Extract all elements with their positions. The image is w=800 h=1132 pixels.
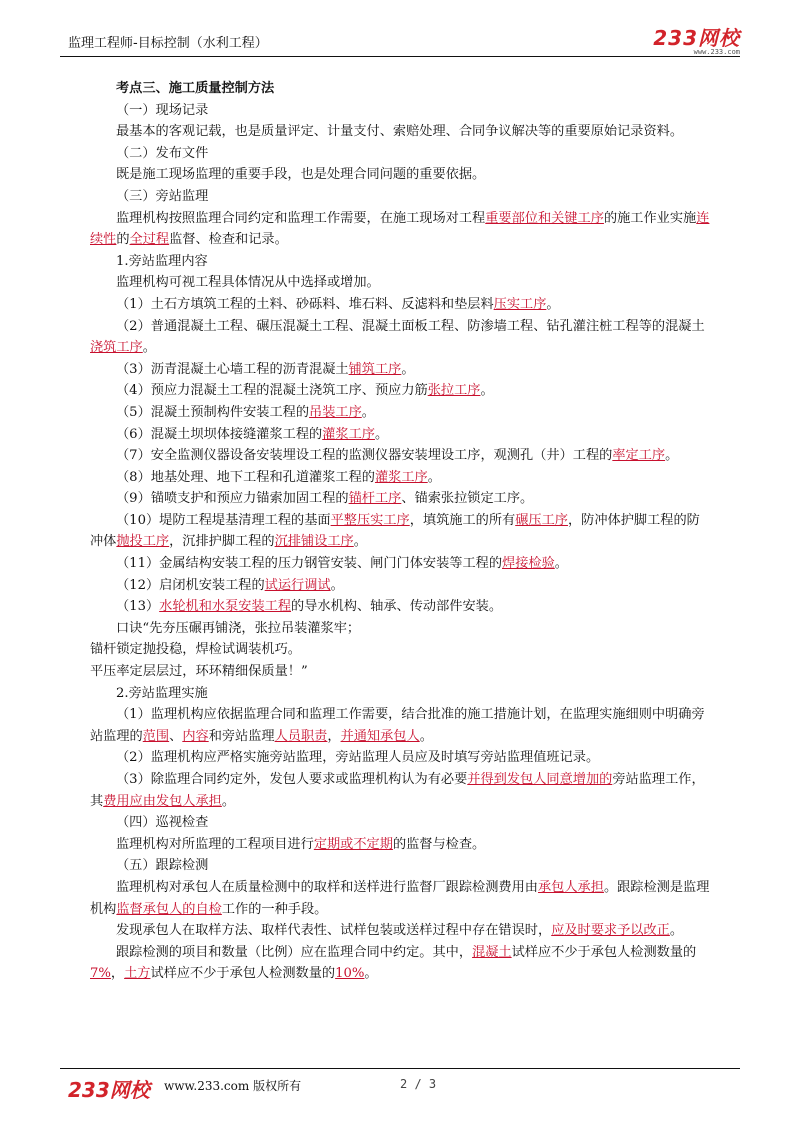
document-body — [90, 78, 710, 985]
text-run: 和旁站监理 — [208, 728, 275, 744]
text-run: 2.旁站监理实施 — [116, 685, 208, 701]
text-run: 。 — [419, 728, 433, 744]
text-run: 的施工作业实施 — [603, 210, 697, 226]
text-run: （7）安全监测仪器设备安装埋设工程的监测仪器安装埋设工序，观测孔（井）工程的 — [116, 448, 613, 464]
logo-url: www.233.com — [693, 48, 740, 56]
highlighted-term: 监督承包人的自检 — [116, 901, 222, 917]
highlighted-term: 连续性 — [90, 210, 710, 248]
text-run: 。 — [665, 448, 679, 464]
text-run: 监理机构可视工程具体情况从中选择或增加。 — [116, 275, 380, 291]
text-run: （3）除监理合同约定外，发包人要求或监理机构认为有必要 — [116, 772, 468, 787]
text-run: 。 — [353, 534, 367, 550]
footer-copyright: www.233.com 版权所有 — [164, 1079, 302, 1093]
brand-logo — [653, 22, 740, 56]
text-run: 旁站监理工作，其 — [90, 772, 705, 809]
text-run: （3）沥青混凝土心墙工程的沥青混凝土 — [116, 361, 349, 377]
highlighted-term: 水轮机和水泵安装工程 — [159, 599, 292, 615]
highlighted-term: 费用应由发包人承担 — [103, 793, 222, 809]
paragraph — [90, 78, 710, 100]
text-run: （9）锚喷支护和预应力锚索加固工程的 — [116, 491, 349, 507]
text-run: （6）混凝土坝坝体接缝灌浆工程的 — [116, 426, 323, 442]
highlighted-term: 碾压工序 — [515, 512, 568, 528]
text-run: （2）监理机构应严格实施旁站监理，旁站监理人员应及时填写旁站监理值班记录。 — [116, 750, 600, 766]
text-run: （11）金属结构安装工程的压力钢管安装、闸门门体安装等工程的 — [116, 556, 503, 572]
text-run: ，防冲体护脚工程的防冲体 — [90, 512, 700, 550]
paragraph — [90, 747, 710, 769]
highlighted-term: 重要部位和关键工序 — [485, 210, 604, 226]
text-run: 。 — [546, 296, 560, 312]
text-run: 。 — [221, 793, 236, 809]
paragraph — [90, 488, 710, 510]
highlighted-term: 承包人承担 — [538, 879, 604, 895]
text-run: 最基本的客观记载，也是质量评定、计量支付、索赔处理、合同争议解决等的重要原始记录资料。 — [116, 124, 684, 140]
paragraph — [90, 294, 710, 316]
paragraph — [90, 467, 710, 489]
paragraph — [90, 510, 710, 553]
highlighted-term: 应及时要求予以改正 — [551, 923, 670, 939]
text-run: （12）启闭机安装工程的 — [116, 577, 265, 593]
text-run: 口诀“先夯压碾再铺浇，张拉吊装灌浆牢； — [116, 620, 361, 636]
text-run: 的 — [116, 232, 130, 248]
highlighted-term: 并得到发包人同意增加的 — [467, 772, 613, 787]
text-run: 监理机构按照监理合同约定和监理工作需要，在施工现场对工程 — [116, 210, 486, 226]
highlighted-term: 土方 — [124, 966, 151, 982]
highlighted-term: 内容 — [182, 728, 209, 744]
text-run: ， — [327, 728, 341, 744]
paragraph — [90, 143, 710, 165]
paragraph — [90, 596, 710, 618]
paragraph — [90, 942, 710, 985]
highlighted-term: 沉排铺设工序 — [274, 534, 354, 550]
paragraph — [90, 380, 710, 402]
text-run: 既是施工现场监理的重要手段，也是处理合同问题的重要依据。 — [116, 167, 486, 183]
page-footer — [60, 1068, 740, 1102]
text-run: （5）混凝土预制构件安装工程的 — [116, 404, 310, 420]
paragraph — [90, 251, 710, 273]
text-run: （五）跟踪检测 — [116, 858, 209, 874]
paragraph — [90, 164, 710, 186]
header-title: 监理工程师-目标控制（水利工程） — [68, 36, 268, 51]
paragraph — [90, 877, 710, 920]
text-run: 锚杆锁定抛投稳，焊检试调装机巧。 — [90, 642, 301, 658]
text-run: 。 — [142, 340, 156, 356]
text-run: 试样应不少于承包人检测数量的 — [150, 966, 336, 982]
text-run: 。 — [374, 426, 389, 442]
paragraph — [90, 769, 710, 812]
text-run: 发现承包人在取样方法、取样代表性、试样包装或送样过程中存在错误时， — [116, 923, 552, 939]
paragraph — [90, 618, 710, 640]
text-run: 、 — [169, 728, 183, 744]
text-run: （2）普通混凝土工程、碾压混凝土工程、混凝土面板工程、防渗墙工程、钻孔灌注桩工程等的混凝土 — [116, 318, 705, 334]
footer-logo: 233网校 — [68, 1078, 150, 1102]
paragraph — [90, 553, 710, 575]
text-run: 。 — [401, 361, 415, 377]
text-run: 1.旁站监理内容 — [116, 253, 208, 269]
text-run: 跟踪检测的项目和数量（比例）应在监理合同中约定。其中， — [116, 944, 473, 960]
highlighted-term: 定期或不定期 — [313, 836, 393, 852]
text-run: 平压率定层层过，环环精细保质量！” — [90, 664, 308, 680]
highlighted-term: 7% — [90, 966, 111, 982]
text-run: 。 — [330, 577, 344, 593]
text-run: （1）监理机构应依据监理合同和监理工作需要，结合批准的施工措施计划，在监理实施细则中明确旁站监理的 — [90, 707, 705, 744]
highlighted-term: 试运行调试 — [264, 577, 331, 593]
highlighted-term: 灌浆工序 — [374, 469, 428, 485]
logo-text: 233网校 — [653, 26, 740, 50]
highlighted-term: 平整压实工序 — [330, 512, 410, 528]
highlighted-term: 全过程 — [129, 232, 170, 248]
text-run: （1）土石方填筑工程的土料、砂砾料、堆石料、反滤料和垫层料 — [116, 296, 494, 312]
paragraph — [90, 121, 710, 143]
highlighted-term: 10% — [335, 966, 365, 982]
paragraph — [90, 812, 710, 834]
text-run: （8）地基处理、地下工程和孔道灌浆工程的 — [116, 469, 375, 485]
paragraph — [90, 186, 710, 208]
highlighted-term: 人员职责 — [274, 728, 328, 744]
text-run: （10）堤防工程堤基清理工程的基面 — [116, 512, 331, 528]
text-run: ，填筑施工的所有 — [409, 512, 516, 528]
paragraph — [90, 639, 710, 661]
paragraph — [90, 683, 710, 705]
paragraph — [90, 359, 710, 381]
text-run: （13） — [116, 599, 160, 615]
text-run: 。 — [361, 404, 375, 420]
highlighted-term: 并通知承包人 — [340, 728, 420, 744]
highlighted-term: 铺筑工序 — [348, 361, 402, 377]
highlighted-term: 混凝土 — [472, 944, 512, 960]
text-run: 试样应不少于承包人检测数量的 — [511, 944, 697, 960]
text-run: ，沉排护脚工程的 — [169, 534, 275, 550]
text-run: （4）预应力混凝土工程的混凝土浇筑工序、预应力筋 — [116, 383, 428, 399]
paragraph — [90, 272, 710, 294]
highlighted-term: 抛投工序 — [116, 534, 170, 550]
paragraph — [90, 855, 710, 877]
paragraph — [90, 208, 710, 251]
highlighted-term: 浇筑工序 — [90, 340, 143, 356]
paragraph — [90, 100, 710, 122]
text-run: 。跟踪检测是监理机构 — [90, 879, 710, 917]
paragraph — [90, 402, 710, 424]
page-number: 2 / 3 — [400, 1077, 437, 1091]
text-run: （四）巡视检查 — [116, 815, 209, 831]
text-run: （三）旁站监理 — [116, 188, 209, 204]
highlighted-term: 范围 — [142, 728, 170, 744]
text-run: 考点三、施工质量控制方法 — [116, 81, 275, 96]
highlighted-term: 压实工序 — [493, 296, 547, 312]
text-run: ， — [110, 966, 125, 982]
text-run: 的导水机构、轴承、传动部件安装。 — [291, 599, 503, 615]
paragraph — [90, 834, 710, 856]
paragraph — [90, 316, 710, 359]
text-run: 监理机构对承包人在质量检测中的取样和送样进行监督厂跟踪检测费用由 — [116, 879, 538, 895]
highlighted-term: 锚杆工序 — [348, 491, 402, 507]
highlighted-term: 吊装工序 — [309, 404, 362, 420]
paragraph — [90, 704, 710, 747]
highlighted-term: 率定工序 — [612, 448, 666, 464]
highlighted-term: 焊接检验 — [502, 556, 555, 572]
paragraph — [90, 661, 710, 683]
paragraph — [90, 424, 710, 446]
highlighted-term: 张拉工序 — [427, 383, 481, 399]
text-run: 工作的一种手段。 — [221, 901, 328, 917]
text-run: 、锚索张拉锁定工序。 — [401, 491, 534, 507]
highlighted-term: 灌浆工序 — [322, 426, 375, 442]
text-run: 监督、检查和记录。 — [169, 232, 288, 248]
text-run: 监理机构对所监理的工程项目进行 — [116, 836, 314, 852]
text-run: 的监督与检查。 — [392, 836, 486, 852]
paragraph — [90, 920, 710, 942]
text-run: 。 — [480, 383, 494, 399]
paragraph — [90, 575, 710, 597]
text-run: 。 — [669, 923, 684, 939]
paragraph — [90, 445, 710, 467]
page-header — [60, 22, 740, 57]
text-run: 。 — [364, 966, 378, 982]
text-run: （一）现场记录 — [116, 102, 209, 118]
text-run: 。 — [554, 556, 568, 572]
text-run: 。 — [427, 469, 441, 485]
text-run: （二）发布文件 — [116, 145, 209, 161]
